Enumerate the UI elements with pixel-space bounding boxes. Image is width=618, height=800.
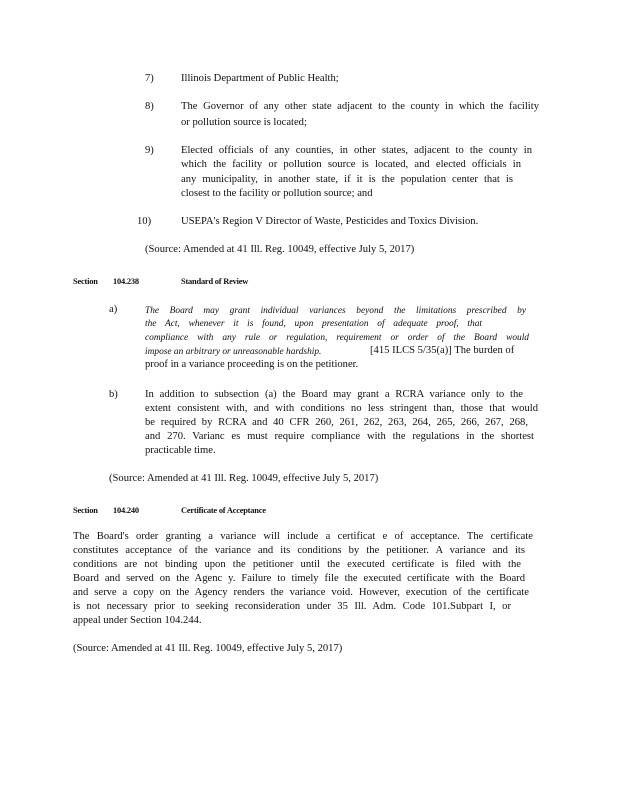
source-note: (Source: Amended at 41 Ill. Reg. 10049, effective July 5, 2017) bbox=[145, 244, 415, 255]
paragraph-text: and serve a copy on the Agency renders the variance void. However, execution of the certificate bbox=[73, 587, 529, 598]
list-item-text: closest to the facility or pollution source; and bbox=[181, 188, 373, 199]
paragraph-text: proof in a variance proceeding is on the petitioner. bbox=[145, 359, 359, 370]
paragraph-text: Board and served on the Agenc y. Failure to timely file the executed certificate with the Board bbox=[73, 573, 525, 584]
section-title: Certificate of Acceptance bbox=[181, 506, 266, 515]
paragraph-text: extent consistent with, and with conditions no less stringent than, those that would bbox=[145, 403, 538, 414]
section-label: Section bbox=[73, 277, 98, 286]
list-number: 9) bbox=[145, 145, 154, 156]
list-item-text: which the facility or pollution source is located, and elected officials in bbox=[181, 159, 521, 170]
paragraph-text: be required by RCRA and 40 CFR 260, 261, 262, 263, 264, 265, 266, 267, 268, bbox=[145, 417, 528, 428]
paragraph-text: is not necessary prior to seeking reconsideration under 35 Ill. Adm. Code 101.Subpart I, or bbox=[73, 601, 511, 612]
paragraph-text: practicable time. bbox=[145, 445, 216, 456]
paragraph-text: and 270. Varianc es must require compliance with the regulations in the shortest bbox=[145, 431, 534, 442]
list-number: 10) bbox=[137, 216, 152, 227]
list-item-text: or pollution source is located; bbox=[181, 117, 307, 128]
paragraph-text: constitutes acceptance of the variance and its conditions by the petitioner. A variance and its bbox=[73, 545, 525, 556]
list-number: 7) bbox=[145, 73, 154, 84]
list-item-text: Elected officials of any counties, in other states, adjacent to the county in bbox=[181, 145, 532, 156]
paragraph-text: conditions are not binding upon the petitioner until the executed certificate is filed with the bbox=[73, 559, 521, 570]
statute-quote-line: impose an arbitrary or unreasonable hardship. bbox=[145, 347, 322, 357]
paragraph-text: The Board's order granting a variance will include a certificat e of acceptance. The certificate bbox=[73, 531, 533, 542]
list-item-text: USEPA's Region V Director of Waste, Pesticides and Toxics Division. bbox=[181, 216, 479, 227]
section-number: 104.238 bbox=[113, 277, 139, 286]
list-item-text: The Governor of any other state adjacent to the county in which the facility bbox=[181, 101, 539, 112]
section-number: 104.240 bbox=[113, 506, 139, 515]
paragraph-letter: a) bbox=[109, 304, 118, 315]
list-item-text: Illinois Department of Public Health; bbox=[181, 73, 339, 84]
statute-quote-line: the Act, whenever it is found, upon presentation of adequate proof, that bbox=[145, 319, 482, 329]
citation-text: [415 ILCS 5/35(a)] The burden of bbox=[370, 345, 515, 356]
statute-quote-line: compliance with any rule or regulation, requirement or order of the Board would bbox=[145, 333, 529, 343]
paragraph-text: In addition to subsection (a) the Board may grant a RCRA variance only to the bbox=[145, 389, 523, 400]
list-item-text: any municipality, in another state, if it is the population center that is bbox=[181, 174, 513, 185]
source-note: (Source: Amended at 41 Ill. Reg. 10049, effective July 5, 2017) bbox=[73, 643, 343, 654]
source-note: (Source: Amended at 41 Ill. Reg. 10049, effective July 5, 2017) bbox=[109, 473, 379, 484]
statute-quote-line: The Board may grant individual variances beyond the limitations prescribed by bbox=[145, 306, 526, 316]
paragraph-text: appeal under Section 104.244. bbox=[73, 615, 202, 626]
section-title: Standard of Review bbox=[181, 277, 249, 286]
paragraph-letter: b) bbox=[109, 389, 118, 400]
section-label: Section bbox=[73, 506, 98, 515]
list-number: 8) bbox=[145, 101, 154, 112]
